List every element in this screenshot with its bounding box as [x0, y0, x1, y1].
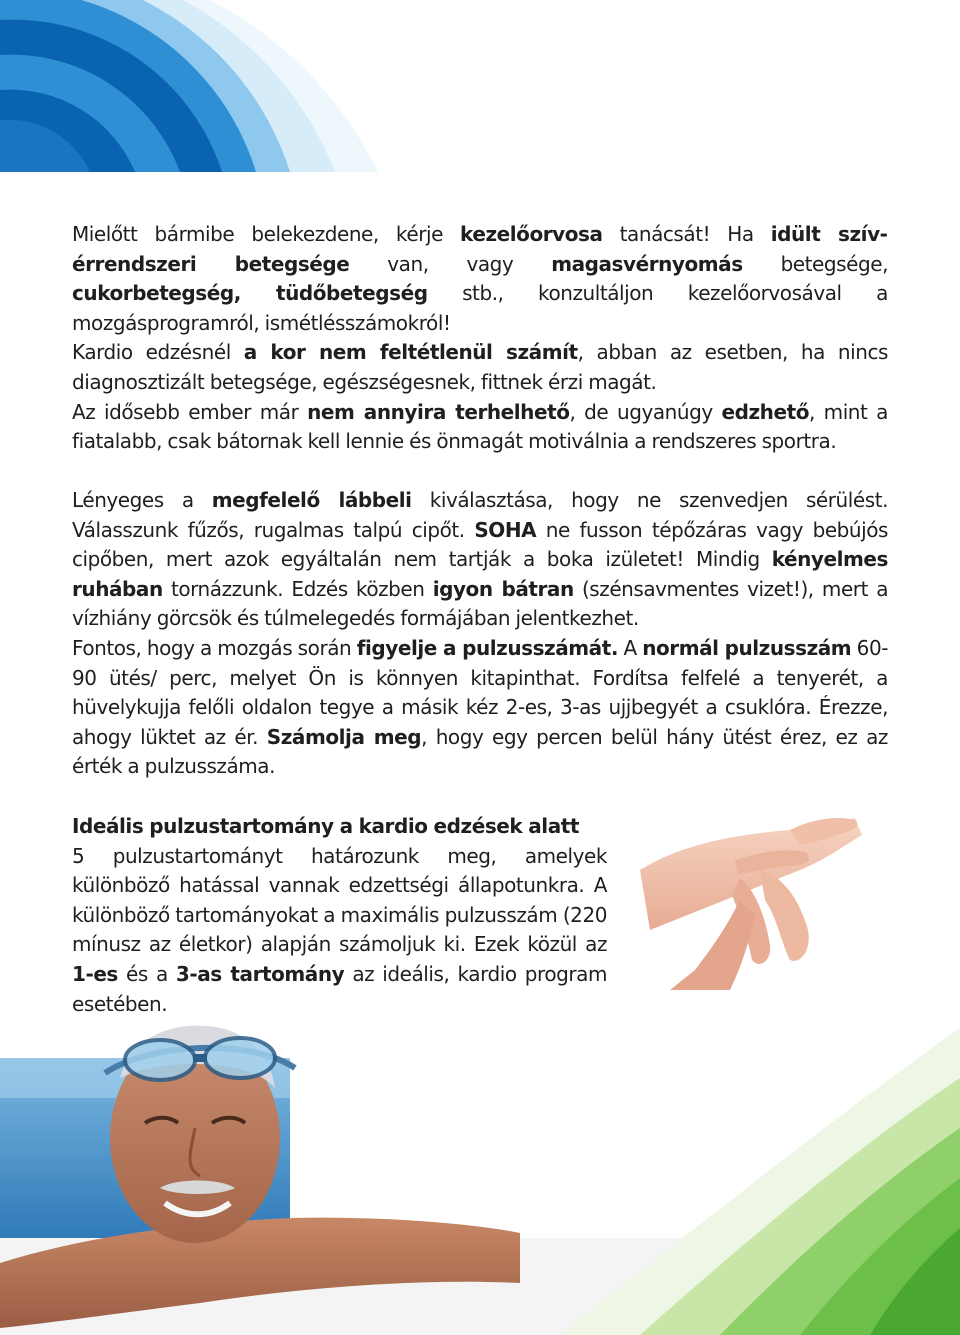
- paragraph-pulse-ranges: [72, 842, 607, 1020]
- bold-text-run: nem annyira terhelhető: [307, 399, 570, 424]
- text-run: tornázzunk. Edzés közben: [162, 576, 433, 601]
- bold-text-run: SOHA: [474, 517, 537, 542]
- text-run: ne fusson tépőzáras vagy bebújós cipőben, mert azok egyáltalán nem tartják a boka izületet! Mindig: [72, 517, 889, 572]
- bold-text-run: igyon bátran: [432, 576, 574, 601]
- bold-text-run: megfelelő lábbeli: [211, 488, 412, 512]
- paragraph-elderly: [72, 398, 888, 457]
- paragraph-age: [72, 338, 888, 397]
- paragraph-consult-doctor: [72, 220, 888, 338]
- text-run: Mielőtt bármibe belekezdene, kérje: [72, 222, 461, 246]
- bold-text-run: idült szívérrendszeri betegsége: [72, 222, 888, 276]
- bold-text-run: cukorbetegség, tüdőbetegség: [72, 281, 428, 306]
- text-run: Fontos, hogy a mozgás során: [72, 635, 357, 660]
- text-run: kiválasztása, hogy ne szenvedjen sérülést. Válasszunk fűzős, rugalmas talpú cipőt.: [72, 488, 889, 542]
- text-run: A: [618, 635, 643, 660]
- text-run: Lényeges a: [72, 488, 212, 512]
- bold-text-run: 1-es: [72, 961, 118, 986]
- bold-text-run: magasvérnyomás: [551, 251, 743, 276]
- bold-text-run: normál pulzusszám: [642, 635, 852, 660]
- text-run: , abban az esetben, ha nincs diagnosztizált betegsége, egészségesnek, fittnek érzi magát.: [72, 340, 888, 394]
- wrist-pulse-illustration: [640, 800, 870, 990]
- section-heading-ideal-pulse: [72, 812, 607, 842]
- text-run: , hogy egy percen belül hány ütést érez, ez az érték a pulzusszáma.: [72, 724, 888, 779]
- text-run: , mint a fiatalabb, csak bátornak kell lennie és önmagát motiválnia a rendszeres sportra.: [72, 399, 888, 454]
- paragraph-footwear: [72, 486, 888, 634]
- intro-text-block: [72, 220, 888, 457]
- bold-text-run: Számolja meg: [266, 724, 422, 749]
- text-run: és a: [117, 961, 176, 986]
- bold-text-run: a kor nem feltétlenül számít: [243, 340, 578, 365]
- text-run: Kardio edzésnél: [72, 340, 244, 365]
- text-run: tanácsát! Ha: [602, 222, 771, 246]
- text-run: 5 pulzustartományt határozunk meg, amelyek különböző hatással vannak edzettségi állapotunkra. A különböző tartományokat a maximális pulzusszám (220 mínusz az életkor) alapján számoljuk ki. Ezek közül az: [72, 843, 607, 957]
- pulse-range-text-block: [72, 812, 607, 1019]
- bold-text-run: kezelőorvosa: [460, 222, 603, 246]
- top-arcs-decoration: [0, 0, 400, 175]
- footwear-pulse-text-block: [72, 486, 888, 782]
- bold-text-run: 3-as tartomány: [175, 961, 345, 986]
- text-run: van, vagy: [349, 251, 552, 276]
- text-run: stb., konzultáljon kezelőorvosával a mozgásprogramról, ismétlésszámokról!: [72, 281, 888, 335]
- text-run: , de ugyanúgy: [569, 399, 722, 424]
- bold-text-run: Ideális pulzustartomány a kardio edzések alatt: [72, 814, 579, 838]
- bold-text-run: figyelje a pulzusszámát.: [356, 635, 618, 660]
- smiling-man-in-swim-goggles: [0, 1018, 960, 1335]
- text-run: 60-90 ütés/ perc, melyet Ön is könnyen kitapinthat. Fordítsa felfelé a tenyerét, a hüvelykujja felőli oldalon tegye a másik kéz 2-es, 3-as ujjbegyét a csuklóra. Érezze, ahogy lüktet az ér.: [72, 635, 889, 749]
- text-run: betegsége,: [742, 251, 888, 276]
- text-run: az ideális, kardio program esetében.: [72, 961, 607, 1016]
- text-run: Az idősebb ember már: [72, 399, 308, 424]
- text-run: (szénsavmentes vizet!), mert a vízhiány görcsök és túlmelegedés formájában jelentkezhet.: [72, 576, 888, 631]
- paragraph-pulse: [72, 634, 888, 782]
- bold-text-run: edzhető: [721, 399, 809, 424]
- bold-text-run: kényelmes ruhában: [72, 547, 888, 601]
